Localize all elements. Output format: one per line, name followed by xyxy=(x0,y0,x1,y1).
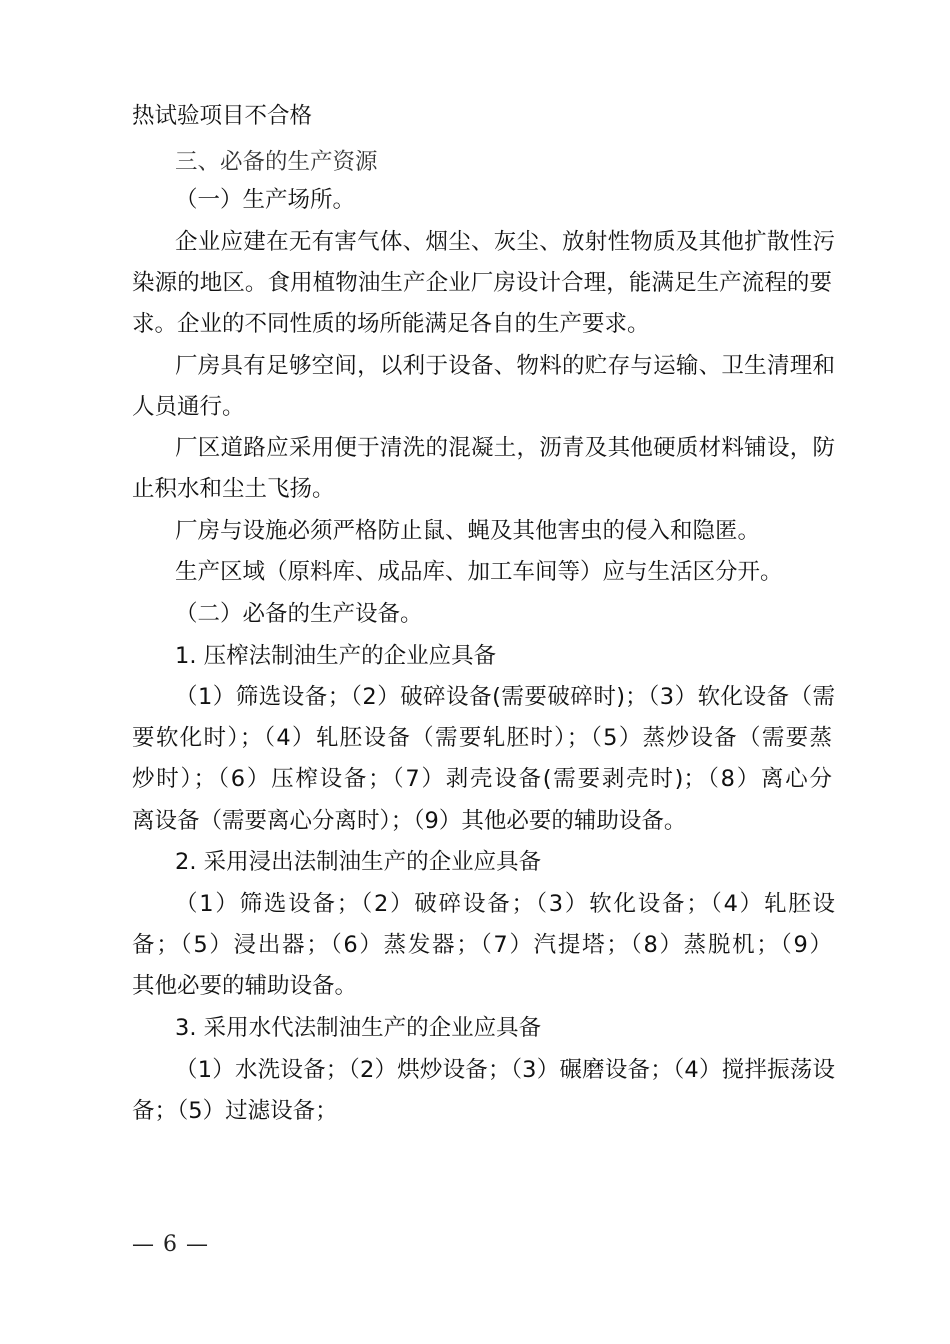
text-line: 人员通行。 xyxy=(132,394,245,420)
text-line: （1）筛选设备；（2）破碎设备；（3）软化设备；（4）轧胚设 xyxy=(175,891,835,917)
text-line: 企业应建在无有害气体、烟尘、灰尘、放射性物质及其他扩散性污 xyxy=(175,229,835,255)
text-line: （1）筛选设备；（2）破碎设备(需要破碎时)；（3）软化设备（需 xyxy=(175,684,835,710)
text-line: 厂区道路应采用便于清洗的混凝土，沥青及其他硬质材料铺设，防 xyxy=(175,435,835,461)
list-heading: 1. 压榨法制油生产的企业应具备 xyxy=(175,643,497,669)
text-line: 备；（5）浸出器；（6）蒸发器；（7）汽提塔；（8）蒸脱机；（9） xyxy=(132,932,832,958)
text-line: 厂房与设施必须严格防止鼠、蝇及其他害虫的侵入和隐匿。 xyxy=(175,518,761,544)
text-line: 染源的地区。食用植物油生产企业厂房设计合理，能满足生产流程的要 xyxy=(132,270,832,296)
text-line: 热试验项目不合格 xyxy=(132,103,313,129)
text-line: 要软化时）；（4）轧胚设备（需要轧胚时）；（5）蒸炒设备（需要蒸 xyxy=(132,725,832,751)
list-heading: 3. 采用水代法制油生产的企业应具备 xyxy=(175,1015,542,1041)
text-line: 离设备（需要离心分离时）；（9）其他必要的辅助设备。 xyxy=(132,808,687,834)
text-line: （1）水洗设备；（2）烘炒设备；（3）碾磨设备；（4）搅拌振荡设 xyxy=(175,1057,835,1083)
text-line: 止积水和尘土飞扬。 xyxy=(132,476,335,502)
page-number: — 6 — xyxy=(132,1232,209,1257)
section-heading: 三、必备的生产资源 xyxy=(175,149,378,175)
text-line: 求。企业的不同性质的场所能满足各自的生产要求。 xyxy=(132,311,650,337)
text-line: 其他必要的辅助设备。 xyxy=(132,973,358,999)
subsection-heading: （一）生产场所。 xyxy=(175,187,356,213)
text-line: 生产区域（原料库、成品库、加工车间等）应与生活区分开。 xyxy=(175,559,783,585)
text-line: 炒时）；（6）压榨设备；（7）剥壳设备(需要剥壳时)；（8）离心分 xyxy=(132,766,832,792)
subsection-heading: （二）必备的生产设备。 xyxy=(175,601,423,627)
list-heading: 2. 采用浸出法制油生产的企业应具备 xyxy=(175,849,542,875)
text-line: 厂房具有足够空间，以利于设备、物料的贮存与运输、卫生清理和 xyxy=(175,353,835,379)
text-line: 备；（5）过滤设备； xyxy=(132,1098,338,1124)
